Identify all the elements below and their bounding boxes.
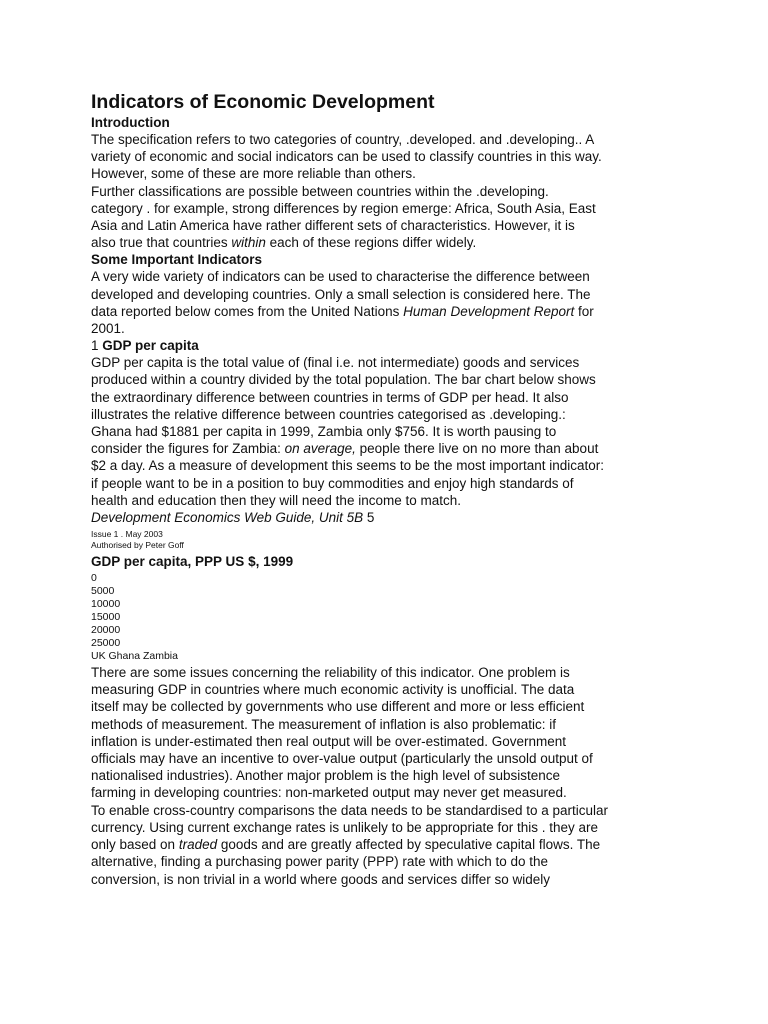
text-run: each of these regions differ widely.: [265, 235, 477, 251]
text-line: conversion, is non trivial in a world where goods and services differ so widely: [91, 871, 550, 887]
introduction-heading: Introduction: [91, 115, 170, 130]
text-line: illustrates the relative difference between countries categorised as .developing.:: [91, 406, 566, 422]
gdp-paragraph: [91, 354, 681, 509]
y-tick-label: 15000: [91, 611, 121, 624]
text-line: methods of measurement. The measurement of inflation is also problematic: if: [91, 716, 556, 732]
text-line: measuring GDP in countries where much economic activity is unofficial. The data: [91, 682, 575, 698]
text-line: [91, 303, 681, 320]
gdp-section-heading: [91, 337, 681, 354]
text-line: Further classifications are possible between countries within the .developing.: [91, 183, 549, 199]
text-line: category . for example, strong differences by region emerge: Africa, South Asia, East: [91, 200, 596, 216]
text-line: produced within a country divided by the total population. The bar chart below shows: [91, 372, 596, 388]
text-line: [91, 836, 681, 853]
introduction-paragraph-2: [91, 183, 681, 252]
text-line: Ghana had $1881 per capita in 1999, Zambia only $756. It is worth pausing to: [91, 424, 557, 440]
text-line: variety of economic and social indicators can be used to classify countries in this way.: [91, 149, 602, 165]
text-line: farming in developing countries: non-marketed output may never get measured.: [91, 785, 567, 801]
text-run: only based on: [91, 837, 179, 853]
section-title: GDP per capita: [102, 338, 199, 354]
introduction-paragraph-1: [91, 131, 681, 183]
text-line: the extraordinary difference between countries in terms of GDP per head. It also: [91, 389, 569, 405]
emphasis-text: traded: [178, 837, 218, 853]
y-tick-label: 20000: [91, 624, 121, 637]
section-number: 1: [91, 338, 103, 354]
text-line: [91, 440, 681, 457]
guide-title: Development Economics Web Guide, Unit 5B: [91, 510, 364, 526]
document-body: [91, 90, 681, 888]
text-line: 2001.: [91, 321, 125, 337]
text-line: officials may have an incentive to over-value output (particularly the unsold output of: [91, 751, 593, 767]
text-run: consider the figures for Zambia:: [91, 441, 285, 457]
text-line: alternative, finding a purchasing power parity (PPP) rate with which to do the: [91, 854, 548, 870]
text-run: goods and are greatly affected by speculative capital flows. The: [217, 837, 601, 853]
text-line: The specification refers to two categories of country, .developed. and .developing.. A: [91, 132, 595, 147]
text-line: nationalised industries). Another major problem is the high level of subsistence: [91, 768, 561, 784]
author-note: Authorised by Peter Goff: [91, 540, 184, 551]
y-tick-label: 25000: [91, 637, 121, 650]
text-line: if people want to be in a position to buy commodities and enjoy high standards of: [91, 475, 574, 491]
text-line: health and education then they will need the income to match.: [91, 492, 461, 508]
page-number: 5: [363, 510, 375, 526]
y-tick-label: 10000: [91, 598, 121, 611]
text-line: itself may be collected by governments who use different and more or less efficient: [91, 699, 585, 715]
emphasis-text: on average,: [284, 441, 356, 457]
text-run: people there live on no more than about: [355, 441, 599, 457]
text-run: data reported below comes from the United Nations: [91, 303, 404, 319]
text-line: However, some of these are more reliable than others.: [91, 166, 416, 182]
y-tick-label: 5000: [91, 585, 115, 598]
text-line: Asia and Latin America have rather different sets of characteristics. However, it is: [91, 218, 575, 234]
indicators-paragraph: [91, 268, 681, 337]
text-line: $2 a day. As a measure of development this seems to be the most important indicator:: [91, 458, 605, 474]
document-title: Indicators of Economic Development: [91, 91, 435, 113]
text-line: [91, 234, 681, 251]
emphasis-text: within: [231, 235, 266, 251]
chart-title: GDP per capita, PPP US $, 1999: [91, 554, 294, 570]
reliability-paragraph-1: [91, 664, 681, 802]
text-line: inflation is under-estimated then real output will be over-estimated. Government: [91, 733, 566, 749]
reliability-paragraph-2: [91, 802, 681, 888]
guide-footer: [91, 509, 681, 526]
gdp-chart: [91, 553, 681, 663]
issue-note: Issue 1 . May 2003: [91, 529, 163, 540]
indicators-heading: Some Important Indicators: [91, 252, 263, 268]
text-line: There are some issues concerning the reliability of this indicator. One problem is: [91, 665, 570, 681]
text-line: GDP per capita is the total value of (final i.e. not intermediate) goods and services: [91, 355, 580, 371]
text-run: for: [574, 303, 594, 319]
report-title: Human Development Report: [403, 303, 575, 319]
text-line: A very wide variety of indicators can be used to characterise the difference between: [91, 269, 590, 285]
text-line: currency. Using current exchange rates is unlikely to be appropriate for this . they are: [91, 819, 599, 835]
text-line: developed and developing countries. Only a small selection is considered here. The: [91, 286, 591, 302]
text-line: To enable cross-country comparisons the data needs to be standardised to a particular: [91, 802, 609, 818]
text-run: also true that countries: [91, 235, 232, 251]
category-labels: UK Ghana Zambia: [91, 650, 178, 663]
y-tick-label: 0: [91, 572, 97, 585]
